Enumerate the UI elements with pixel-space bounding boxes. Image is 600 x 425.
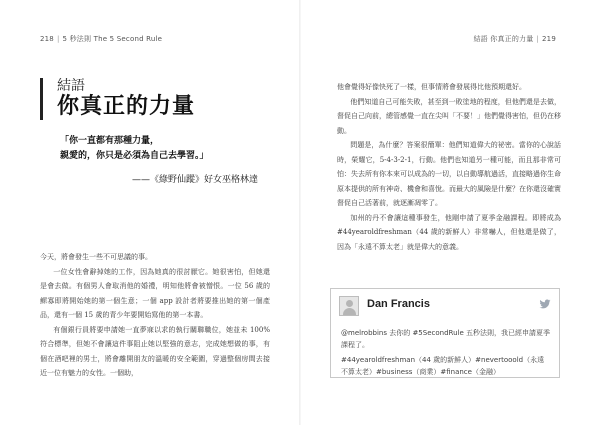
header-separator: | xyxy=(536,35,540,43)
right-page-body xyxy=(337,80,561,254)
tweet-author-name: Dan Francis xyxy=(367,298,430,310)
header-separator: | xyxy=(56,35,60,43)
right-page-number: 219 xyxy=(542,35,556,43)
left-running-title: 5 秒法則 The 5 Second Rule xyxy=(62,35,163,43)
body-paragraph: 問題是，為什麼？答案很簡單：他們知道偉大的祕密。當你的心說話時，榮耀它，5-4-3-2-1，行動。他們也知道另一種可能，而且那非常可怕：失去所有你本來可以成為的一切，以自動導航過活，直接略過你生命原本提供的所有神奇、機會和喜悅。而最大的風險是什麼？在你還沒確實督促自己活著前，就逐漸凋零了。 xyxy=(337,141,561,207)
body-paragraph: 今天，將會發生一些不可思議的事。 xyxy=(40,253,152,261)
tweet-hashtags: #44yearoldfreshman（44 歲的新鮮人）#nevertooold（永遠不算太老）#business（商業）#finance（金融） xyxy=(341,356,545,376)
body-paragraph: 他會覺得好像快死了一樣，但事情將會發展得比他預期還好。 xyxy=(337,83,526,91)
twitter-bird-shape xyxy=(540,300,551,309)
tweet-line: @melrobbins 去你的 #5SecondRule 五秒法則，我已經申請夏季課程了。 xyxy=(341,329,550,349)
chapter-heading xyxy=(40,78,195,120)
epigraph-line: 「你一直都有那種力量， xyxy=(60,136,160,146)
left-page-body xyxy=(40,250,270,381)
page-gutter xyxy=(299,0,301,425)
body-paragraph: 一位女性會辭掉她的工作，因為她真的很討厭它。她很害怕，但她還是會去做。有個男人會取消他的婚禮，明知他將會被憎恨。一位 56 歲的鰥寡即將開始她的第一個生意；一個 app 設計者將要推出她的第一個產品，還有一個 15 歲的青少年要開始寫他的第一本書。 xyxy=(40,267,270,319)
epigraph-attribution: ——《綠野仙蹤》好女巫格林達 xyxy=(132,175,259,185)
avatar-shoulders-shape xyxy=(343,308,356,316)
body-paragraph: 有個銀行員將要申請她一直夢寐以求的執行關聯職位，她並未 100% 符合標準，但她不會讓這件事阻止她以堅強的意志，完成她想做的事，有個在酒吧裡的男士，將會離開朋友的溫暖的安全範圍，穿過整個房間去接近一位有魅力的女性。一個助， xyxy=(40,325,270,377)
chapter-title: 你真正的力量 xyxy=(57,94,196,119)
avatar-head-shape xyxy=(346,300,353,307)
right-running-title: 結語 你真正的力量 xyxy=(473,35,534,43)
right-page-header xyxy=(473,34,556,44)
left-page-header xyxy=(40,34,162,44)
twitter-bird-icon xyxy=(539,298,551,310)
avatar xyxy=(339,296,359,316)
epigraph-line: 親愛的，你只是必須為自己去學習。」 xyxy=(60,151,209,161)
body-paragraph: 他們知道自己可能失敗，甚至到一敗塗地的程度，但他們還是去做，督促自己向前，總管感覺一直在尖叫「不要！」他們覺得害怕，但仍在移動。 xyxy=(337,97,561,135)
epigraph-quote xyxy=(60,134,209,164)
body-paragraph: 加州的丹不會讓這種事發生，他剛申請了夏季金融課程。即將成為 #44yearoldfreshman（44 歲的新鮮人）非常嚇人，但他還是做了，因為「永遠不算太老」就是偉大的意義。 xyxy=(337,213,561,251)
left-page-number: 218 xyxy=(40,35,54,43)
chapter-label: 結語 xyxy=(57,78,85,94)
tweet-card xyxy=(330,288,560,378)
tweet-header xyxy=(339,296,551,318)
tweet-text xyxy=(341,327,551,378)
